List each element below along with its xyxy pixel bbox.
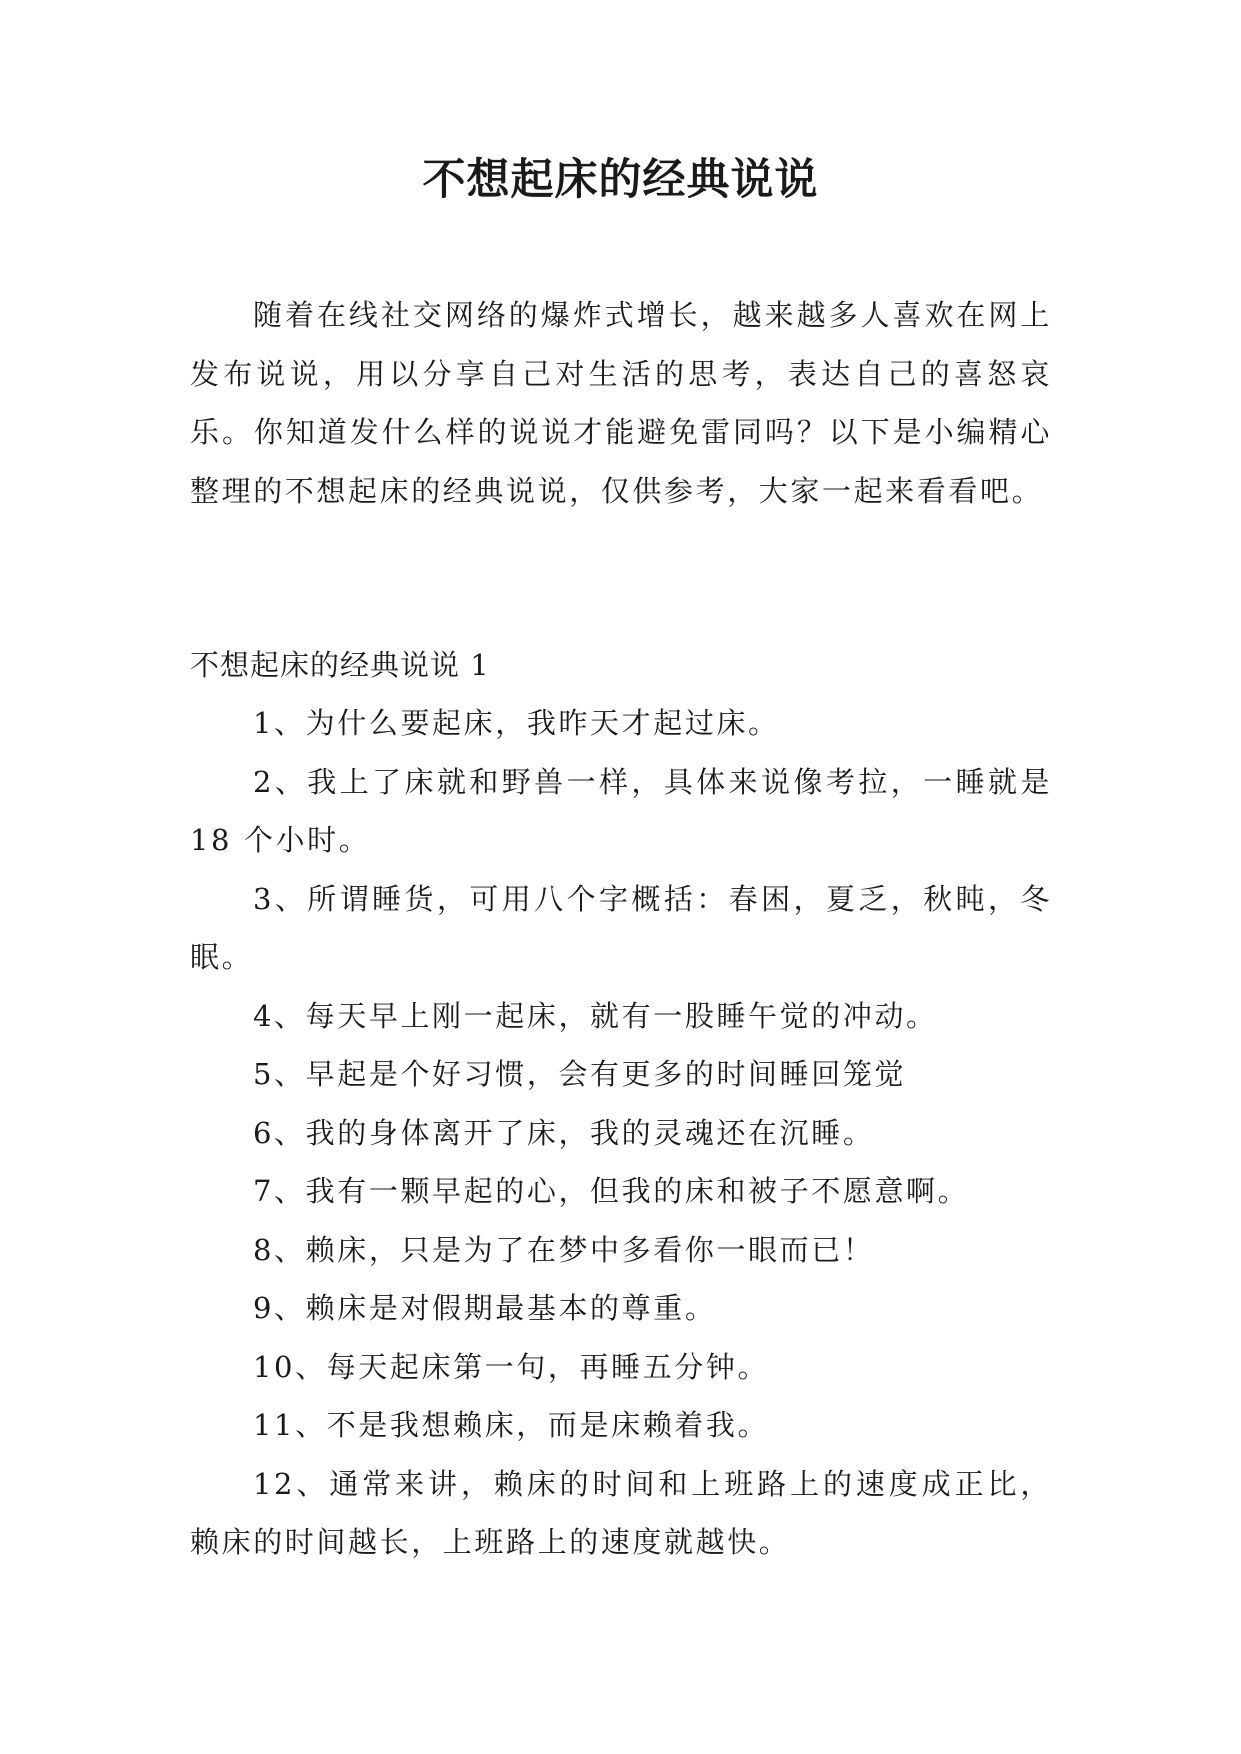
section-heading: 不想起床的经典说说 1 (190, 648, 490, 682)
document-title: 不想起床的经典说说 (422, 155, 819, 205)
list-item: 3、所谓睡货，可用八个字概括：春困，夏乏，秋盹，冬眠。 (190, 881, 1052, 974)
list-item: 7、我有一颗早起的心，但我的床和被子不愿意啊。 (253, 1174, 970, 1208)
list-item: 2、我上了床就和野兽一样，具体来说像考拉，一睡就是 18 个小时。 (190, 764, 1052, 857)
list-item: 4、每天早上刚一起床，就有一股睡午觉的冲动。 (253, 998, 938, 1033)
list-item: 10、每天起床第一句，再睡五分钟。 (253, 1349, 770, 1384)
list-item: 11、不是我想赖床，而是床赖着我。 (253, 1408, 770, 1442)
list-item: 6、我的身体离开了床，我的灵魂还在沉睡。 (253, 1115, 875, 1150)
intro-paragraph: 随着在线社交网络的爆炸式增长，越来越多人喜欢在网上发布说说，用以分享自己对生活的思考，表达自己的喜怒哀乐。你知道发什么样的说说才能避免雷同吗？以下是小编精心整理的不想起床的经典说说，仅供参考，大家一起来看看吧。 (190, 298, 1052, 508)
list-item: 9、赖床是对假期最基本的尊重。 (253, 1291, 717, 1325)
list-item: 5、早起是个好习惯，会有更多的时间睡回笼觉 (253, 1057, 907, 1091)
list-item: 1、为什么要起床，我昨天才起过床。 (253, 706, 780, 740)
quote-list (190, 694, 1052, 1572)
list-item: 8、赖床，只是为了在梦中多看你一眼而已！ (253, 1232, 875, 1267)
list-item: 12、通常来讲，赖床的时间和上班路上的速度成正比，赖床的时间越长，上班路上的速度就越快。 (190, 1466, 1052, 1559)
